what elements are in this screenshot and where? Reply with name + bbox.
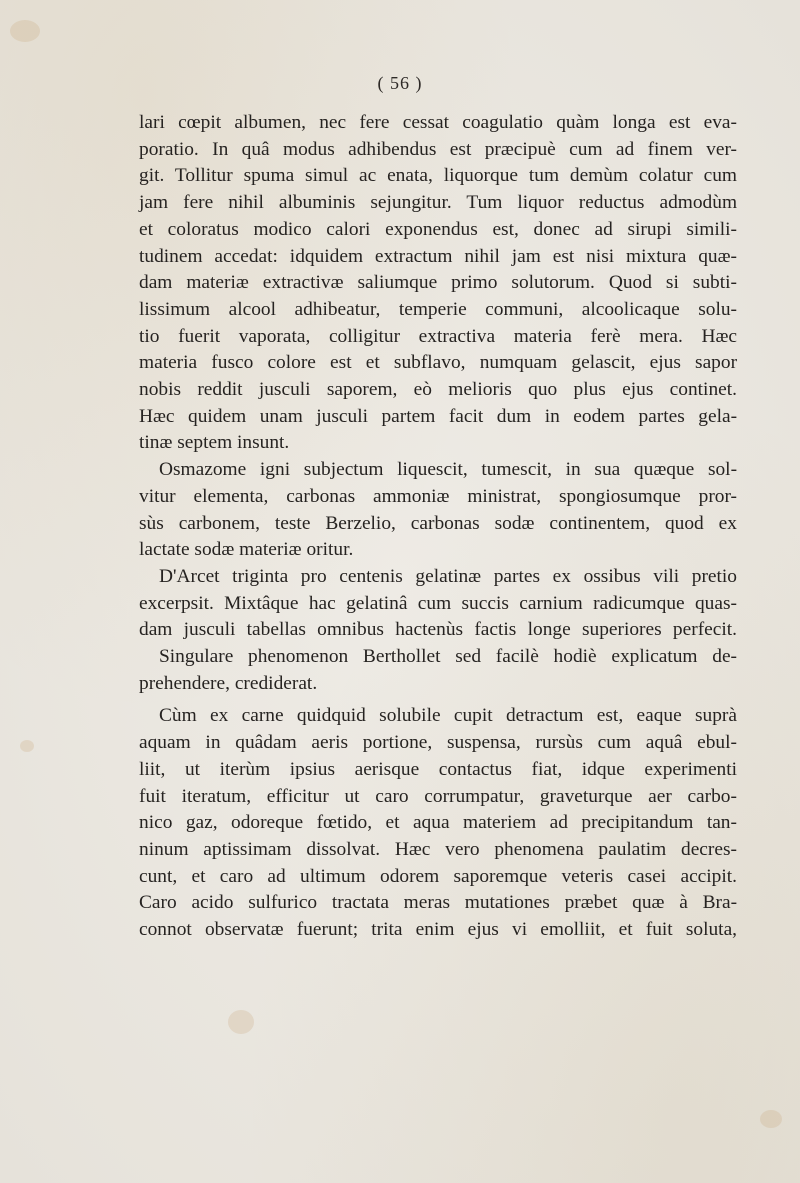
foxing-spot	[760, 1110, 782, 1128]
text-line: D'Arcet triginta pro centenis gelatinæ partes ex ossibus vili pretio	[159, 565, 737, 587]
text-line: aquam in quâdam aeris portione, suspensa, rursùs cum aquâ ebul-	[139, 732, 737, 754]
text-line: jam fere nihil albuminis sejungitur. Tum liquor reductus admodùm	[139, 192, 738, 214]
text-line: prehendere, crediderat.	[139, 672, 318, 694]
text-line: nobis reddit jusculi saporem, eò melioris quo plus ejus continet.	[139, 379, 737, 401]
text-line: liit, ut iterùm ipsius aerisque contactus fiat, idque experimenti	[139, 758, 738, 780]
text-line: connot observatæ fuerunt; trita enim ejus vi emolliit, et fuit soluta,	[139, 919, 738, 941]
text-line: git. Tollitur spuma simul ac enata, liquorque tum demùm colatur cum	[139, 165, 737, 187]
text-line: lissimum alcool adhibeatur, temperie communi, alcoolicaque solu-	[139, 298, 738, 320]
text-line: lactate sodæ materiæ oritur.	[139, 539, 354, 561]
foxing-spot	[10, 20, 40, 42]
text-line: dam materiæ extractivæ saliumque primo solutorum. Quod si subti-	[139, 272, 737, 294]
paragraph-1	[139, 110, 737, 457]
text-line: tio fuerit vaporata, colligitur extractiva materia ferè mera. Hæc	[139, 325, 738, 347]
text-line: ninum aptissimam dissolvat. Hæc vero phenomena paulatim decres-	[139, 838, 737, 860]
text-line: materia fusco colore est et subflavo, numquam gelascit, ejus sapor	[139, 352, 738, 374]
text-line: nico gaz, odoreque fœtido, et aqua materiem ad precipitandum tan-	[139, 812, 737, 834]
text-line: tudinem accedat: idquidem extractum nihil jam est nisi mixtura quæ-	[139, 245, 737, 267]
paragraph-4	[139, 644, 737, 697]
text-line: Hæc quidem unam jusculi partem facit dum in eodem partes gela-	[139, 405, 738, 427]
paragraph-5	[139, 703, 737, 943]
paragraph-3	[139, 564, 737, 644]
text-line: et coloratus modico calori exponendus est, donec ad sirupi simili-	[139, 218, 737, 240]
foxing-spot	[228, 1010, 254, 1034]
text-line: excerpsit. Mixtâque hac gelatinâ cum succis carnium radicumque quas-	[139, 592, 737, 614]
foxing-spot	[20, 740, 34, 752]
text-line: sùs carbonem, teste Berzelio, carbonas sodæ continentem, quod ex	[139, 512, 737, 534]
text-line: Singulare phenomenon Berthollet sed facilè hodiè explicatum de-	[159, 646, 738, 668]
body-text	[139, 110, 737, 944]
paragraph-2	[139, 457, 737, 564]
text-line: dam jusculi tabellas omnibus hactenùs factis longe superiores perfecit.	[139, 619, 737, 641]
text-line: Osmazome igni subjectum liquescit, tumescit, in sua quæque sol-	[159, 459, 738, 481]
text-line: Caro acido sulfurico tractata meras mutationes præbet quæ à Bra-	[139, 892, 738, 914]
text-line: cunt, et caro ad ultimum odorem saporemque veteris casei accipit.	[139, 865, 737, 887]
text-line: fuit iteratum, efficitur ut caro corrumpatur, graveturque aer carbo-	[139, 785, 737, 807]
page-number: ( 56 )	[377, 73, 423, 93]
text-line: Cùm ex carne quidquid solubile cupit detractum est, eaque suprà	[159, 705, 737, 727]
text-line: lari cœpit albumen, nec fere cessat coagulatio quàm longa est eva-	[139, 112, 737, 133]
text-line: tinæ septem insunt.	[139, 432, 290, 454]
text-line: vitur elementa, carbonas ammoniæ ministrat, spongiosumque pror-	[139, 485, 737, 507]
text-line: poratio. In quâ modus adhibendus est præcipuè cum ad finem ver-	[139, 138, 737, 160]
